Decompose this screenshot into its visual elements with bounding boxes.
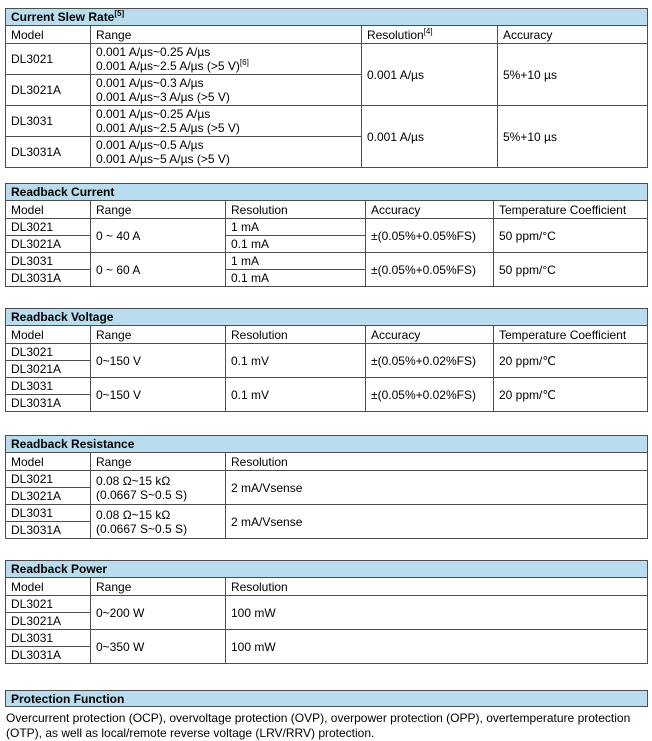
accuracy-cell: ±(0.05%+0.02%FS) — [366, 378, 494, 412]
table-row — [6, 578, 648, 596]
model-cell: DL3021A — [6, 236, 91, 253]
model-cell: DL3021 — [6, 44, 91, 75]
model-cell: DL3021 — [6, 344, 91, 361]
table-row — [6, 630, 648, 647]
col-header-resolution: Resolution — [226, 326, 366, 344]
accuracy-cell: ±(0.05%+0.05%FS) — [366, 253, 494, 287]
readback-resistance-table — [5, 435, 648, 539]
range-line: 0.08 Ω~15 kΩ — [96, 473, 171, 488]
model-cell: DL3021A — [6, 613, 91, 630]
range-text: 0.001 A/µs~2.5 A/µs (>5 V) — [96, 59, 240, 73]
range-line: (0.0667 S~0.5 S) — [96, 487, 188, 502]
table-row — [6, 596, 648, 613]
resolution-cell: 0.1 mV — [226, 344, 366, 378]
footnote-ref: [5] — [114, 9, 125, 18]
col-header-resolution — [362, 26, 498, 44]
accuracy-cell: 5%+10 µs — [498, 44, 648, 106]
range-cell: 0~150 V — [91, 344, 226, 378]
section-title-readback-current: Readback Current — [6, 184, 648, 201]
resolution-cell: 0.001 A/µs — [362, 106, 498, 168]
col-header-range: Range — [91, 578, 226, 596]
resolution-cell: 2 mA/Vsense — [226, 471, 648, 505]
resolution-cell: 0.001 A/µs — [362, 44, 498, 106]
readback-current-table — [5, 183, 648, 287]
table-row — [6, 436, 648, 453]
model-cell: DL3021A — [6, 361, 91, 378]
table-row — [6, 505, 648, 522]
table-row — [6, 344, 648, 361]
model-cell: DL3031 — [6, 505, 91, 522]
range-cell — [91, 44, 362, 75]
model-cell: DL3031 — [6, 106, 91, 137]
resolution-cell: 2 mA/Vsense — [226, 505, 648, 539]
table-row — [6, 201, 648, 219]
range-cell: 0~350 W — [91, 630, 226, 664]
model-cell: DL3021A — [6, 488, 91, 505]
section-title-readback-power: Readback Power — [6, 561, 648, 578]
range-cell: 0~150 V — [91, 378, 226, 412]
col-header-accuracy: Accuracy — [366, 201, 494, 219]
resolution-cell: 0.1 mV — [226, 378, 366, 412]
resolution-cell: 1 mA — [226, 219, 366, 236]
footnote-ref: [4] — [423, 26, 433, 36]
col-header-model: Model — [6, 326, 91, 344]
table-row — [6, 453, 648, 471]
model-cell: DL3031 — [6, 630, 91, 647]
col-header-text: Resolution — [367, 27, 424, 42]
section-title-text: Current Slew Rate — [11, 10, 115, 24]
model-cell: DL3031 — [6, 378, 91, 395]
col-header-accuracy: Accuracy — [366, 326, 494, 344]
model-cell: DL3031A — [6, 270, 91, 287]
table-row — [6, 326, 648, 344]
resolution-cell: 100 mW — [226, 630, 648, 664]
protection-function-text: Overcurrent protection (OCP), overvoltage protection (OVP), overpower protection (OPP), overtemperature protection (OTP), as well as local/remote reverse voltage (LRV/RRV) protection. — [6, 711, 631, 740]
range-cell — [91, 471, 226, 505]
section-title-current-slew-rate — [6, 9, 648, 26]
table-row — [6, 44, 648, 75]
range-line: 0.001 A/µs~0.25 A/µs — [96, 107, 211, 121]
table-row — [6, 471, 648, 488]
col-header-accuracy: Accuracy — [498, 26, 648, 44]
readback-power-table — [5, 560, 648, 664]
col-header-range: Range — [91, 26, 362, 44]
section-title-protection-function: Protection Function — [5, 690, 648, 707]
accuracy-cell: ±(0.05%+0.05%FS) — [366, 219, 494, 253]
col-header-range: Range — [91, 201, 226, 219]
table-row — [6, 26, 648, 44]
col-header-range: Range — [91, 326, 226, 344]
model-cell: DL3031A — [6, 137, 91, 168]
accuracy-cell: ±(0.05%+0.02%FS) — [366, 344, 494, 378]
accuracy-cell: 5%+10 µs — [498, 106, 648, 168]
readback-resistance-section — [5, 435, 648, 539]
range-line — [96, 59, 356, 73]
resolution-cell: 0.1 mA — [226, 270, 366, 287]
range-line: 0.001 A/µs~0.25 A/µs — [96, 45, 211, 59]
readback-voltage-section — [5, 308, 648, 412]
resolution-cell: 1 mA — [226, 253, 366, 270]
model-cell: DL3021 — [6, 219, 91, 236]
col-header-model: Model — [6, 26, 91, 44]
table-row — [6, 106, 648, 137]
model-cell: DL3021 — [6, 596, 91, 613]
readback-power-section — [5, 560, 648, 664]
range-line: 0.001 A/µs~3 A/µs (>5 V) — [96, 90, 230, 104]
table-row — [6, 219, 648, 236]
range-line: (0.0667 S~0.5 S) — [96, 521, 188, 536]
range-line: 0.001 A/µs~0.3 A/µs — [96, 76, 204, 90]
model-cell: DL3031 — [6, 253, 91, 270]
current-slew-rate-section — [5, 8, 648, 168]
table-row — [6, 378, 648, 395]
range-cell: 0 ~ 60 A — [91, 253, 226, 287]
col-header-temperature-coefficient: Temperature Coefficient — [494, 201, 648, 219]
readback-current-section — [5, 183, 648, 287]
temperature-coefficient-cell: 50 ppm/°C — [494, 253, 648, 287]
range-line: 0.001 A/µs~2.5 A/µs (>5 V) — [96, 121, 240, 135]
col-header-resolution: Resolution — [226, 578, 648, 596]
range-cell: 0 ~ 40 A — [91, 219, 226, 253]
col-header-temperature-coefficient: Temperature Coefficient — [494, 326, 648, 344]
model-cell: DL3031A — [6, 647, 91, 664]
temperature-coefficient-cell: 20 ppm/℃ — [494, 344, 648, 378]
range-cell — [91, 106, 362, 137]
col-header-model: Model — [6, 578, 91, 596]
model-cell: DL3021A — [6, 75, 91, 106]
range-cell — [91, 137, 362, 168]
col-header-resolution: Resolution — [226, 201, 366, 219]
table-row — [6, 9, 648, 26]
table-row — [6, 184, 648, 201]
section-title-readback-voltage: Readback Voltage — [6, 309, 648, 326]
model-cell: DL3031A — [6, 522, 91, 539]
section-title-readback-resistance: Readback Resistance — [6, 436, 648, 453]
temperature-coefficient-cell: 20 ppm/℃ — [494, 378, 648, 412]
table-row — [6, 309, 648, 326]
current-slew-rate-table — [5, 8, 648, 168]
range-line: 0.001 A/µs~5 A/µs (>5 V) — [96, 152, 230, 166]
range-cell — [91, 75, 362, 106]
col-header-model: Model — [6, 201, 91, 219]
model-cell: DL3031A — [6, 395, 91, 412]
table-row — [6, 561, 648, 578]
range-cell — [91, 505, 226, 539]
col-header-model: Model — [6, 453, 91, 471]
range-line: 0.08 Ω~15 kΩ — [96, 507, 171, 522]
footnote-ref: [6] — [239, 58, 249, 67]
resolution-cell: 100 mW — [226, 596, 648, 630]
range-cell: 0~200 W — [91, 596, 226, 630]
temperature-coefficient-cell: 50 ppm/°C — [494, 219, 648, 253]
col-header-resolution: Resolution — [226, 453, 648, 471]
model-cell: DL3021 — [6, 471, 91, 488]
resolution-cell: 0.1 mA — [226, 236, 366, 253]
table-row — [6, 253, 648, 270]
col-header-range: Range — [91, 453, 226, 471]
range-line: 0.001 A/µs~0.5 A/µs — [96, 138, 204, 152]
readback-voltage-table — [5, 308, 648, 412]
protection-function-section — [5, 690, 648, 741]
